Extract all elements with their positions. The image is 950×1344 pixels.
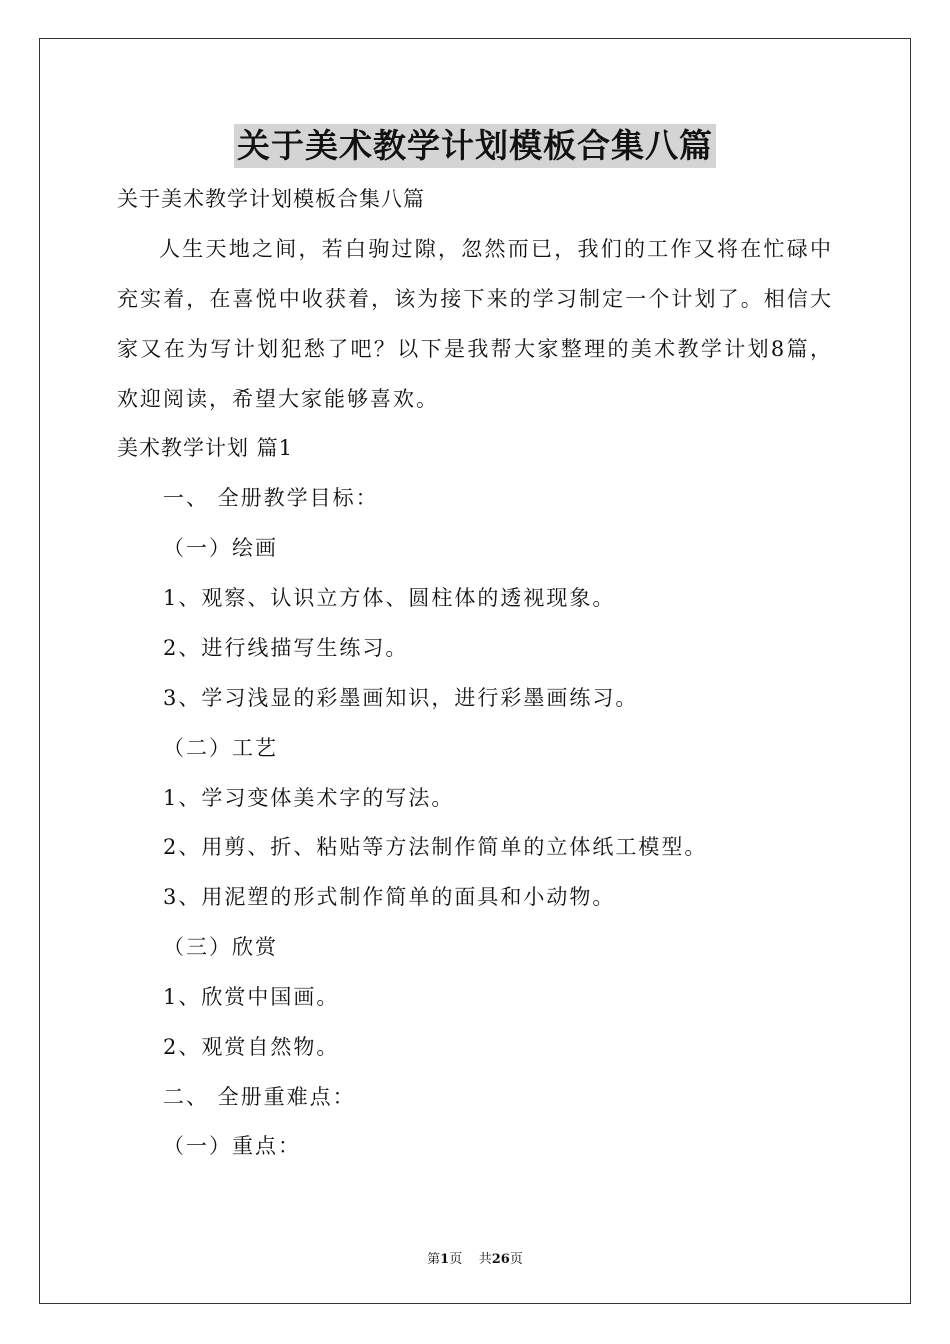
list-item: 2、用剪、折、粘贴等方法制作简单的立体纸工模型。 [163, 835, 708, 859]
page-unit: 页 [449, 1252, 463, 1267]
list-item: （二）工艺 [163, 736, 278, 760]
title-text: 关于美术教学计划模板合集八篇 [234, 124, 716, 168]
subtitle: 关于美术教学计划模板合集八篇 [117, 187, 425, 211]
document-title [0, 124, 950, 168]
page-label: 第 [427, 1252, 441, 1267]
list-item: 一、 全册教学目标： [163, 486, 379, 510]
list-item: 2、进行线描写生练习。 [163, 636, 409, 660]
intro-paragraph: 人生天地之间，若白驹过隙，忽然而已，我们的工作又将在忙碌中充实着，在喜悦中收获着，该为接下来的学习制定一个计划了。相信大家又在为写计划犯愁了吧？以下是我帮大家整理的美术教学计划8篇，欢迎阅读，希望大家能够喜欢。 [117, 237, 833, 411]
total-label: 共 [478, 1252, 492, 1267]
list-item: 1、学习变体美术字的写法。 [163, 786, 455, 810]
list-item: 二、 全册重难点： [163, 1085, 356, 1109]
list-item: 1、欣赏中国画。 [163, 985, 340, 1009]
section-heading: 美术教学计划 篇1 [117, 436, 294, 460]
list-item: 1、观察、认识立方体、圆柱体的透视现象。 [163, 586, 616, 610]
list-item: 2、观赏自然物。 [163, 1035, 340, 1059]
list-item: （三）欣赏 [163, 935, 278, 959]
list-item: （一）绘画 [163, 536, 278, 560]
list-item: （一）重点： [163, 1134, 301, 1158]
page-footer [0, 1248, 950, 1267]
total-pages: 26 [491, 1252, 510, 1267]
total-unit: 页 [509, 1252, 523, 1267]
page-number: 1 [440, 1252, 450, 1267]
list-item: 3、用泥塑的形式制作简单的面具和小动物。 [163, 885, 616, 909]
list-item: 3、学习浅显的彩墨画知识，进行彩墨画练习。 [163, 686, 639, 710]
